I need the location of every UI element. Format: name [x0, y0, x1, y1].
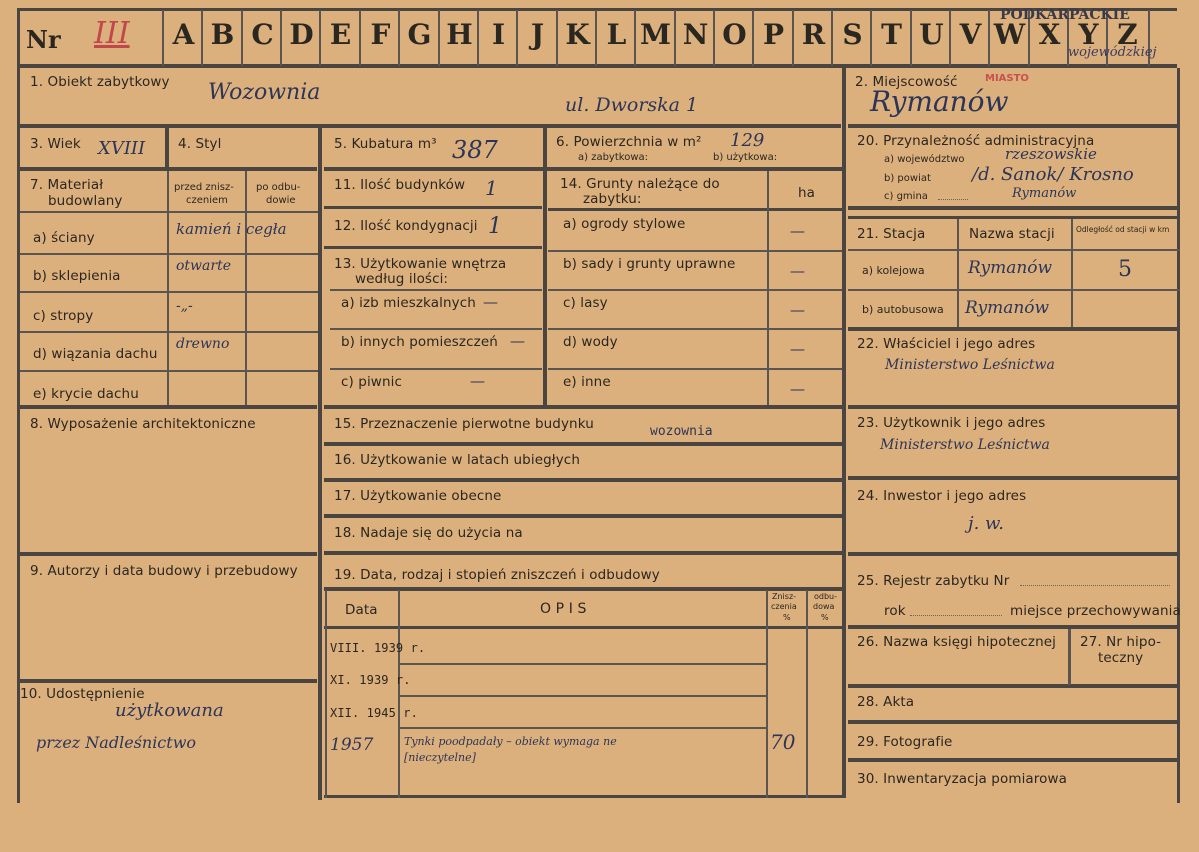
f19-col-z1: Znisz- [772, 592, 797, 601]
f14-r1 [548, 250, 842, 252]
index-letter-n: N [682, 18, 709, 51]
f23-label: 23. Użytkownik i jego adres [857, 415, 1046, 431]
f16-label: 16. Użytkowanie w latach ubiegłych [334, 452, 580, 468]
f21-col-dist: Odległość od stacji w km [1076, 225, 1170, 234]
f19-row-desc-2: [nieczytelne] [404, 751, 476, 764]
f25-label: 25. Rejestr zabytku Nr [857, 573, 1010, 589]
bar-row1-right [848, 124, 1180, 128]
letter-separator [477, 10, 479, 66]
f21-col2 [1071, 219, 1073, 327]
vbar-842 [842, 68, 846, 798]
f14-col [767, 171, 769, 405]
bar-left-9 [17, 552, 317, 556]
letter-separator [752, 10, 754, 66]
f21-head [848, 249, 1180, 251]
f20-b-value: /d. Sanok/ Krosno [972, 164, 1134, 185]
bar-11-12 [324, 206, 542, 209]
bar-left-mid [17, 405, 317, 409]
f25-rok-dots [910, 615, 1002, 616]
bar-bottom-mid [324, 795, 842, 798]
letter-separator [359, 10, 361, 66]
bar-14-top [548, 208, 842, 211]
letter-separator [792, 10, 794, 66]
f14-label-1: 14. Grunty należące do [560, 176, 720, 192]
letter-separator [241, 10, 243, 66]
f26-label: 26. Nazwa księgi hipotecznej [857, 634, 1056, 650]
f14-row-label: d) wody [563, 334, 618, 350]
f15-value: wozownia [650, 424, 713, 439]
f1-label: 1. Obiekt zabytkowy [30, 74, 170, 90]
f2-stamp: MIASTO [985, 73, 1029, 84]
f13-row-label: b) innych pomieszczeń [341, 334, 498, 350]
f13-row-value: — [483, 293, 498, 311]
index-letter-j: J [530, 18, 545, 51]
bar-r-206 [848, 206, 1180, 210]
f14-row-value: — [790, 222, 805, 240]
f25-rok: rok [884, 603, 906, 619]
nr-label: Nr [26, 25, 61, 54]
f7-row-value: otwarte [176, 258, 231, 274]
f19-row-z: 70 [770, 730, 796, 754]
index-letter-t: T [881, 18, 902, 51]
f19-col-date: Data [345, 602, 378, 618]
f7-row-label: d) wiązania dachu [33, 346, 158, 362]
f15-label: 15. Przeznaczenie pierwotne budynku [334, 416, 594, 432]
f6-value: 129 [730, 130, 765, 151]
f19-col-desc: O P I S [540, 601, 587, 617]
f10-value-1: użytkowana [115, 700, 224, 721]
f28-label: 28. Akta [857, 694, 915, 710]
letter-separator [319, 10, 321, 66]
f29-label: 29. Fotografie [857, 734, 953, 750]
f19-col-z2: czenia [771, 602, 797, 611]
letter-separator [713, 10, 715, 66]
bar-row2-mid [324, 167, 842, 171]
f6-b: b) użytkowa: [713, 152, 778, 163]
f2-value: Rymanów [870, 85, 1009, 118]
bar-r-477 [848, 476, 1180, 480]
f11-label: 11. Ilość budynków [334, 177, 466, 193]
letter-separator [201, 10, 203, 66]
f13-row-label: c) piwnic [341, 374, 402, 390]
index-letter-g: G [407, 18, 432, 51]
f7-label-1: 7. Materiał [30, 177, 104, 193]
t19-c2 [766, 590, 768, 798]
f12-label: 12. Ilość kondygnacji [334, 218, 478, 234]
vbar-1177 [1177, 68, 1180, 803]
letter-separator [988, 10, 990, 66]
f14-row-value: — [790, 262, 805, 280]
f14-row-label: a) ogrody stylowe [563, 216, 686, 232]
letter-separator [280, 10, 282, 66]
f7-col2-2: dowie [266, 195, 296, 206]
f6-label: 6. Powierzchnia w m² [556, 134, 702, 150]
vbar-318 [318, 128, 322, 800]
f20-b-label: b) powiat [884, 173, 931, 184]
index-letter-o: O [722, 18, 747, 51]
f14-row-value: — [790, 380, 805, 398]
index-letter-d: D [289, 18, 314, 51]
bar-m-515 [324, 514, 842, 518]
f13-label-1: 13. Użytkowanie wnętrza [334, 256, 507, 272]
f14-row-label: c) lasy [563, 295, 608, 311]
bar-r-217 [848, 216, 1180, 219]
letter-separator [910, 10, 912, 66]
f19-row-date: VIII. 1939 r. [330, 641, 426, 655]
f20-a-value: rzeszowskie [1005, 145, 1097, 163]
f14-r4 [548, 368, 842, 370]
bar-r-553 [848, 552, 1180, 556]
f12-value: 1 [488, 214, 502, 239]
f4-label: 4. Styl [178, 136, 222, 152]
f19-row-date: XI. 1939 r. [330, 673, 411, 687]
bar-m-479 [324, 478, 842, 482]
stamp-line-2: wojewódzkiej [1068, 45, 1157, 60]
index-letter-v: V [959, 18, 982, 51]
index-letter-u: U [919, 18, 944, 51]
t19-r3 [400, 727, 766, 729]
f7-r3 [20, 331, 318, 333]
f30-label: 30. Inwentaryzacja pomiarowa [857, 771, 1068, 787]
f11-value: 1 [485, 176, 498, 200]
f21-r1 [848, 289, 1180, 291]
f19-row-date: XII. 1945 r. [330, 706, 418, 720]
f21-a-label: a) kolejowa [862, 264, 925, 277]
f7-row-value: drewno [176, 336, 230, 352]
f7-col1-1: przed znisz- [174, 182, 234, 193]
f21-a-dist: 5 [1118, 257, 1132, 282]
t19-r1 [400, 663, 766, 665]
f7-row-label: a) ściany [33, 230, 95, 246]
t19-c1 [398, 590, 400, 798]
f27-label-2: teczny [1098, 650, 1144, 666]
bar-12-13 [324, 246, 542, 249]
letter-separator [831, 10, 833, 66]
f13-r1 [330, 289, 542, 291]
f7-row-value: kamień i cegła [176, 220, 287, 238]
f14-r2 [548, 289, 842, 291]
f17-label: 17. Użytkowanie obecne [334, 488, 502, 504]
letter-separator [595, 10, 597, 66]
index-letter-m: M [640, 18, 671, 51]
f24-value: j. w. [968, 513, 1005, 534]
f13-row-value: — [470, 372, 485, 390]
f7-col1-2: czeniem [186, 195, 228, 206]
f10-label: 10. Udostępnienie [20, 686, 145, 702]
f7-r1 [20, 253, 318, 255]
index-letter-s: S [842, 18, 863, 51]
f7-row-label: e) krycie dachu [33, 386, 139, 402]
f20-a-label: a) województwo [884, 154, 965, 165]
index-letter-y: Y [1078, 18, 1099, 51]
letter-separator [438, 10, 440, 66]
f2-label: 2. Miejscowość [855, 74, 958, 90]
f19-col-pct2: % [821, 613, 829, 622]
header-left-bar [17, 8, 20, 68]
f5-value: 387 [452, 136, 498, 164]
f21-col-name: Nazwa stacji [969, 226, 1055, 242]
f22-value: Ministerstwo Leśnictwa [885, 357, 1055, 373]
vbar-167 [165, 128, 169, 171]
index-letter-l: L [606, 18, 627, 51]
f23-value: Ministerstwo Leśnictwa [880, 437, 1050, 453]
f14-unit: ha [798, 185, 816, 201]
f14-row-value: — [790, 301, 805, 319]
letter-separator [949, 10, 951, 66]
f7-label-2: budowlany [48, 193, 123, 209]
f22-label: 22. Właściciel i jego adres [857, 336, 1036, 352]
f13-label-2: według ilości: [355, 271, 449, 287]
f21-col1 [957, 219, 959, 327]
nr-value: III [94, 16, 130, 51]
bar-m-628 [324, 626, 842, 629]
f20-c-value: Rymanów [1012, 186, 1077, 201]
index-letter-h: H [446, 18, 473, 51]
f3-label: 3. Wiek [30, 136, 81, 152]
f21-b-label: b) autobusowa [862, 303, 944, 316]
bar-mid-mid [324, 405, 842, 409]
f13-row-value: — [510, 332, 525, 350]
bar-m-552 [324, 551, 842, 555]
f10-value-2: przez Nadleśnictwo [36, 733, 197, 752]
f21-b-name: Rymanów [965, 298, 1050, 318]
index-letter-z: Z [1117, 18, 1138, 51]
f9-label: 9. Autorzy i data budowy i przebudowy [30, 563, 298, 579]
f19-col-o1: odbu- [814, 592, 838, 601]
bar-m-442 [324, 442, 842, 446]
f21-label: 21. Stacja [857, 226, 926, 242]
f24-label: 24. Inwestor i jego adres [857, 488, 1027, 504]
f14-row-label: e) inne [563, 374, 611, 390]
f14-label-2: zabytku: [583, 191, 642, 207]
index-letter-c: C [251, 18, 274, 51]
f27-label-1: 27. Nr hipo- [1080, 634, 1162, 650]
f3-value: XVIII [98, 138, 146, 159]
t19-r2 [400, 695, 766, 697]
vbar-543 [543, 128, 547, 408]
f6-a: a) zabytkowa: [578, 152, 648, 163]
letter-separator [634, 10, 636, 66]
f7-r2 [20, 291, 318, 293]
f14-r3 [548, 328, 842, 330]
index-letter-f: F [370, 18, 391, 51]
f13-r2 [330, 328, 542, 330]
f13-r3 [330, 368, 542, 370]
f7-row-value: -„- [176, 298, 193, 314]
f25-nr-dots [1020, 585, 1170, 586]
f19-col-o2: dowa [813, 602, 835, 611]
bar-r-405 [848, 405, 1180, 409]
f25-miejsce: miejsce przechowywania [1010, 603, 1181, 619]
index-letter-p: P [762, 18, 785, 51]
index-letter-r: R [801, 18, 826, 51]
letter-separator [516, 10, 518, 66]
f19-row-date: 1957 [330, 735, 374, 755]
f20-c-dots [938, 199, 968, 200]
index-letter-k: K [565, 18, 590, 51]
stamp-line-1: PODKARPACKIE [1000, 7, 1130, 23]
f13-row-label: a) izb mieszkalnych [341, 295, 476, 311]
f20-label: 20. Przynależność administracyjna [857, 133, 1095, 149]
f14-row-value: — [790, 340, 805, 358]
letter-separator [870, 10, 872, 66]
header-bottom-bar [17, 64, 1177, 68]
t19-c3 [806, 590, 808, 798]
index-letter-w: W [993, 18, 1026, 51]
index-letter-b: B [210, 18, 235, 51]
f7-r4 [20, 370, 318, 372]
f8-label: 8. Wyposażenie architektoniczne [30, 416, 256, 432]
letter-separator [398, 10, 400, 66]
bar-r-328 [848, 327, 1180, 331]
bar-r-760 [848, 758, 1180, 762]
t19-left [325, 590, 327, 798]
f19-col-pct1: % [783, 613, 791, 622]
letter-separator [556, 10, 558, 66]
f5-label: 5. Kubatura m³ [334, 136, 437, 152]
bar-r-686 [848, 684, 1180, 688]
f7-head [20, 211, 318, 213]
f21-a-name: Rymanów [968, 258, 1053, 278]
bar-m-588 [324, 587, 842, 591]
bar-r-626 [848, 625, 1180, 629]
f1-address: ul. Dworska 1 [565, 94, 699, 116]
f1-value: Wozownia [208, 80, 321, 105]
bar-left-10 [17, 679, 317, 683]
index-letter-e: E [329, 18, 352, 51]
f7-row-label: b) sklepienia [33, 268, 121, 284]
index-letter-x: X [1038, 18, 1061, 51]
letter-separator [162, 10, 164, 66]
bar-r-722 [848, 720, 1180, 724]
f26-col [1068, 629, 1071, 685]
index-letter-a: A [172, 18, 195, 51]
f19-row-desc: Tynki poodpadały – obiekt wymaga ne [404, 735, 617, 748]
f7-row-label: c) stropy [33, 308, 94, 324]
f18-label: 18. Nadaje się do użycia na [334, 525, 523, 541]
f19-label: 19. Data, rodzaj i stopień zniszczeń i odbudowy [334, 567, 660, 583]
letter-separator [674, 10, 676, 66]
f7-col2-1: po odbu- [256, 182, 301, 193]
f14-row-label: b) sady i grunty uprawne [563, 256, 736, 272]
index-letter-i: I [491, 18, 506, 51]
f20-c-label: c) gmina [884, 191, 928, 202]
bar-row1 [17, 124, 841, 128]
